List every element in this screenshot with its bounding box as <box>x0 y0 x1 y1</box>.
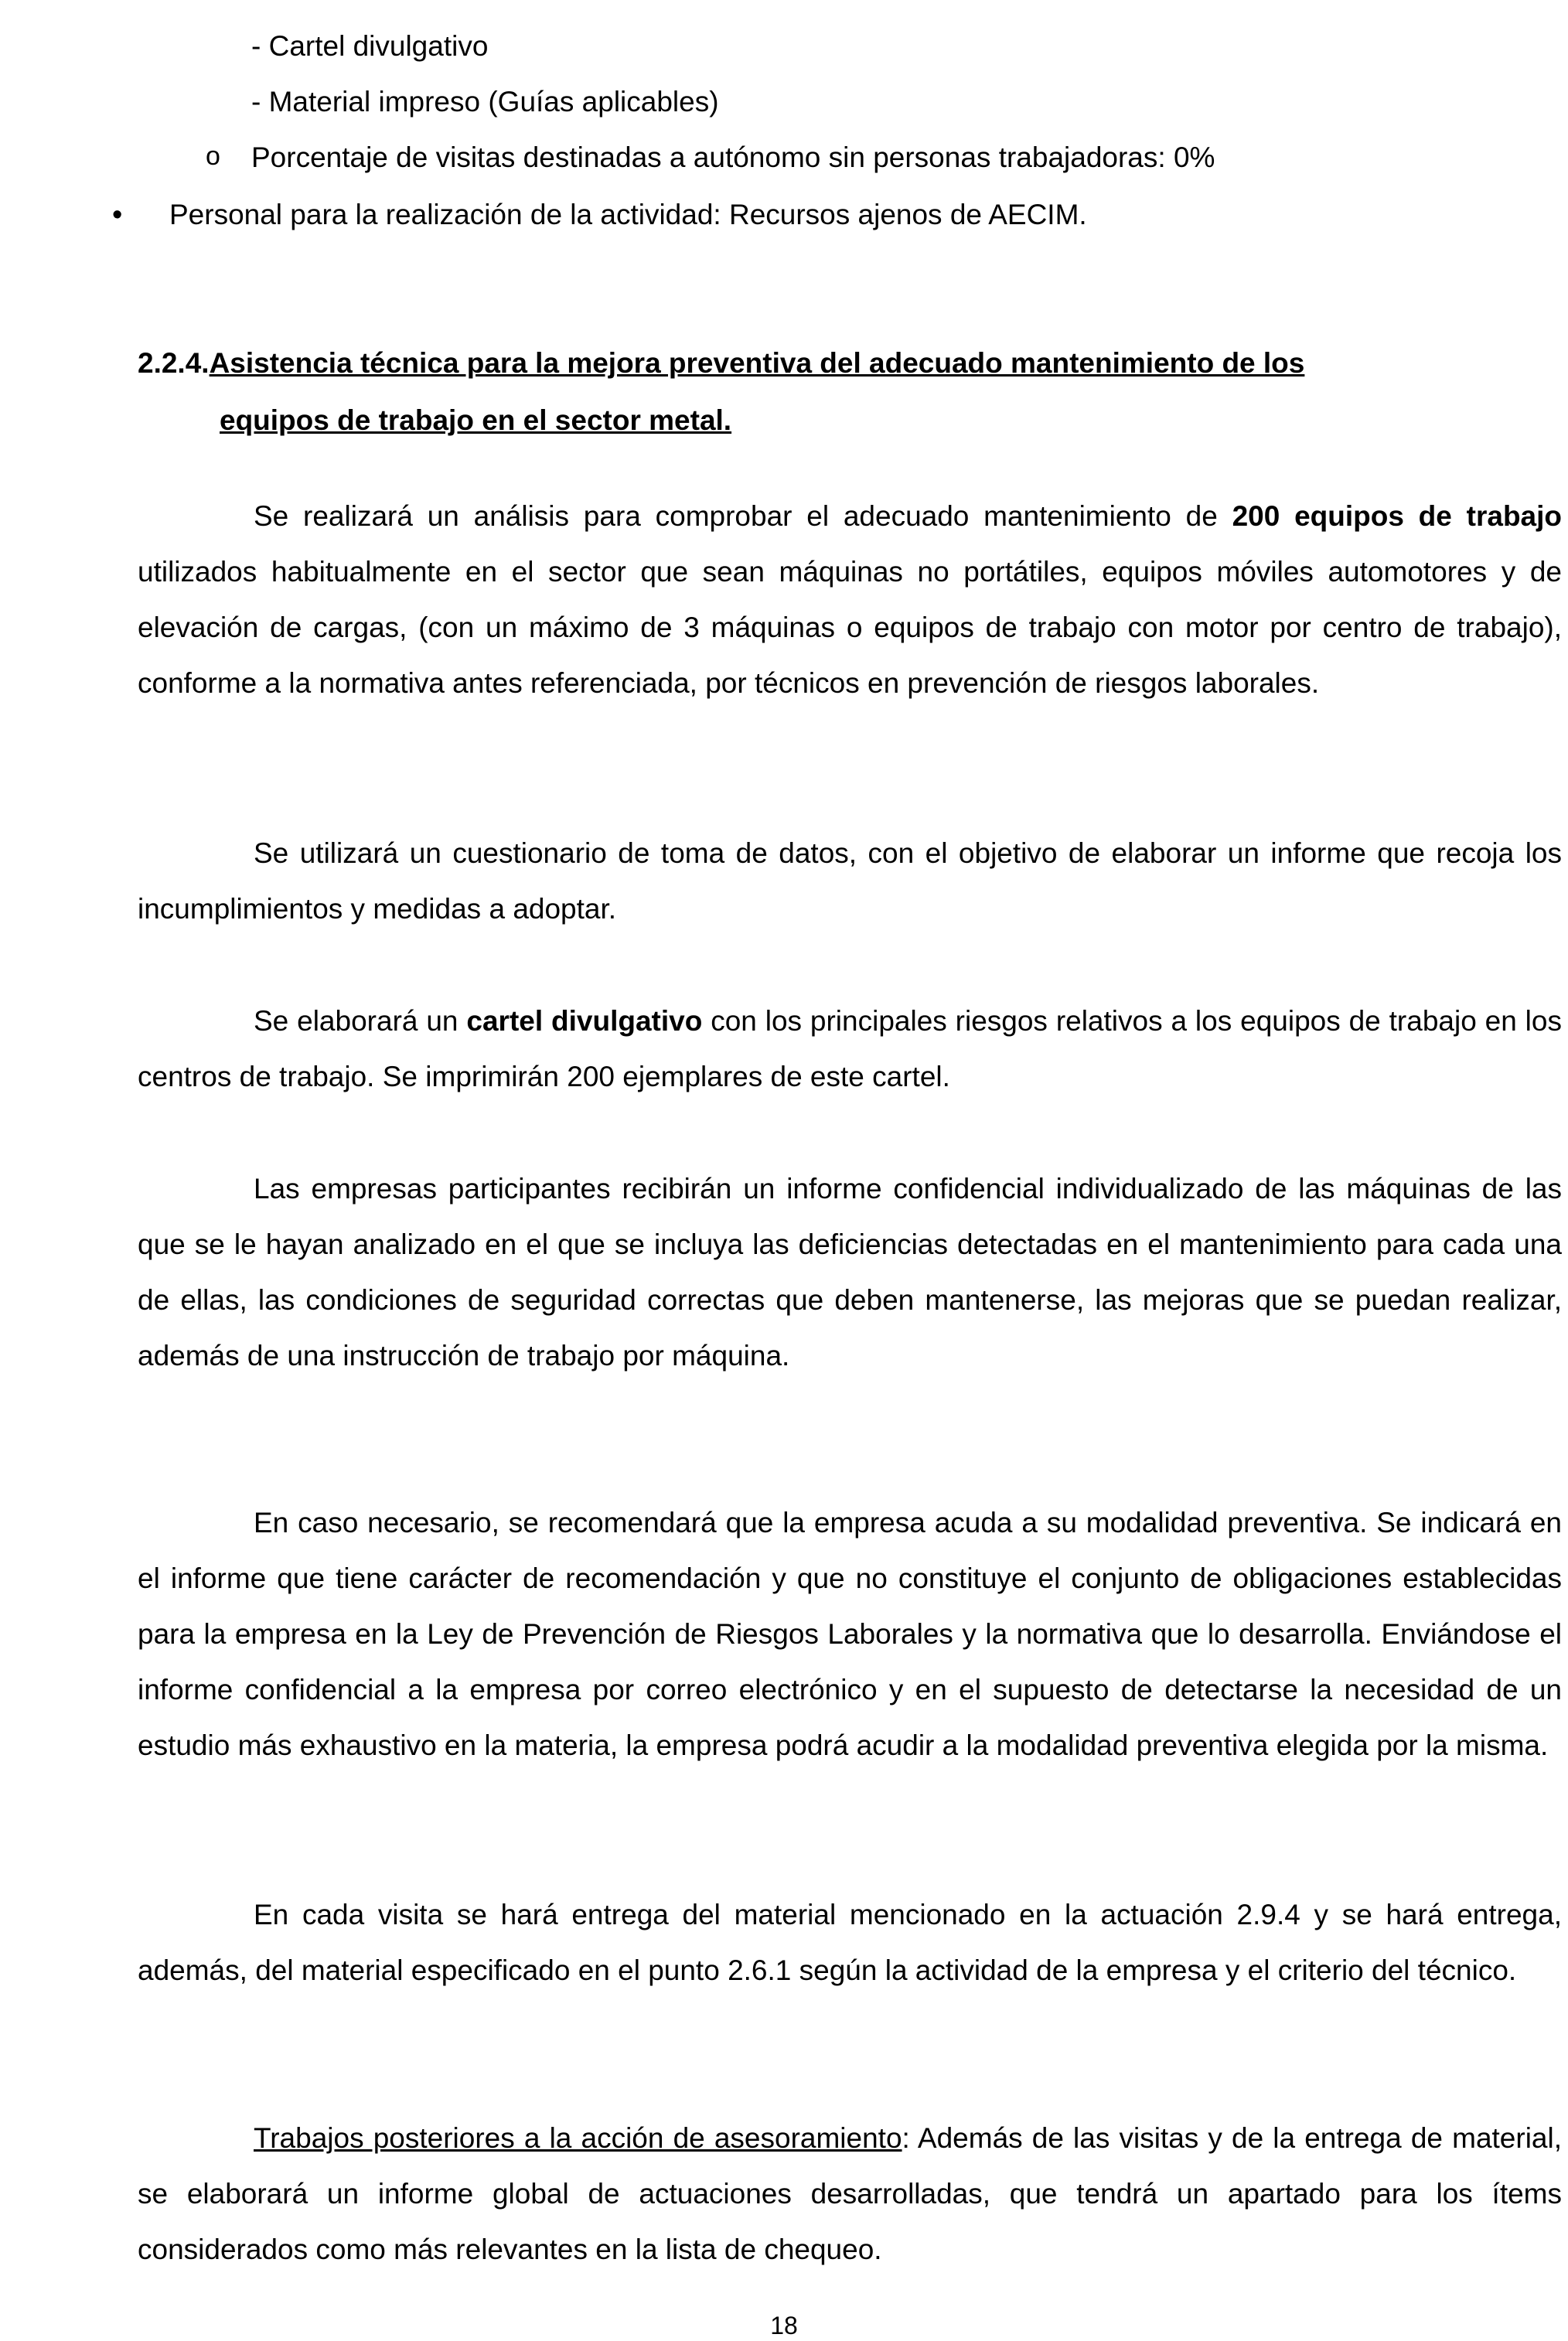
section-heading-continued <box>220 404 731 438</box>
paragraph-cartel <box>138 993 1562 1105</box>
section-title-line1: Asistencia técnica para la mejora preventiva del adecuado mantenimiento de los <box>209 347 1305 379</box>
p3-text-a: Se elaborará un <box>254 1005 467 1037</box>
paragraph-trabajos-posteriores <box>138 2111 1562 2278</box>
p5-text: En caso necesario, se recomendará que la empresa acuda a su modalidad preventiva. Se indicará en el informe que tiene carácter de recomendación y que no constituye el conjunto de obligaciones establecidas para la empresa en la Ley de Prevención de Riesgos Laborales y la normativa que lo desarrolla. Enviándose el informe confidencial a la empresa por correo electrónico y en el supuesto de detectarse la necesidad de un estudio más exhaustivo en la materia, la empresa podrá acudir a la modalidad preventiva elegida por la misma. <box>138 1507 1562 1761</box>
section-number: 2.2.4. <box>138 347 210 379</box>
list-item-material: - Material impreso (Guías aplicables) <box>251 86 719 118</box>
p3-text-c: con los principales riesgos relativos a los equipos de trabajo en los centros de trabajo. Se imprimirán 200 ejemplares de este cartel. <box>138 1005 1562 1092</box>
section-heading <box>138 346 1304 380</box>
p2-text: Se utilizará un cuestionario de toma de datos, con el objetivo de elaborar un informe que recoja los incumplimientos y medidas a adoptar. <box>138 837 1562 925</box>
list-item-cartel: - Cartel divulgativo <box>251 30 489 62</box>
bullet-marker: • <box>112 199 123 231</box>
p7-underlined: Trabajos posteriores a la acción de asesoramiento <box>254 2122 902 2154</box>
p6-text: En cada visita se hará entrega del material mencionado en la actuación 2.9.4 y se hará entrega, además, del material especificado en el punto 2.6.1 según la actividad de la empresa y el criterio del técnico. <box>138 1899 1562 1986</box>
list-item-porcentaje: Porcentaje de visitas destinadas a autónomo sin personas trabajadoras: 0% <box>251 141 1215 173</box>
list-item-personal: Personal para la realización de la actividad: Recursos ajenos de AECIM. <box>169 199 1087 230</box>
paragraph-modalidad <box>138 1495 1562 1774</box>
paragraph-cuestionario <box>138 826 1562 937</box>
paragraph-informe <box>138 1161 1562 1384</box>
section-title-line2: equipos de trabajo en el sector metal. <box>220 404 732 436</box>
p4-text: Las empresas participantes recibirán un informe confidencial individualizado de las máquinas de las que se le hayan analizado en el que se incluya las deficiencias detectadas en el mantenimiento para cada una de ellas, las condiciones de seguridad correctas que deben mantenerse, las mejoras que se puedan realizar, además de una instrucción de trabajo por máquina. <box>138 1173 1562 1372</box>
p7-text-b: : Además de las visitas y de la entrega de material, se elaborará un informe global de actuaciones desarrolladas, que tendrá un apartado para los ítems considerados como más relevantes en la lista de chequeo. <box>138 2122 1562 2265</box>
paragraph-entrega <box>138 1887 1562 1999</box>
p3-bold: cartel divulgativo <box>466 1005 703 1037</box>
page-number: 18 <box>770 2312 798 2339</box>
paragraph-analysis <box>138 489 1562 711</box>
p1-text-a: Se realizará un análisis para comprobar el adecuado mantenimiento de <box>254 500 1232 532</box>
p1-bold: 200 equipos de trabajo <box>1232 500 1562 532</box>
p1-text-c: utilizados habitualmente en el sector que sean máquinas no portátiles, equipos móviles automotores y de elevación de cargas, (con un máximo de 3 máquinas o equipos de trabajo con motor por centro de trabajo), conforme a la normativa antes referenciada, por técnicos en prevención de riesgos laborales. <box>138 556 1562 699</box>
sub-bullet-marker: o <box>206 141 220 171</box>
